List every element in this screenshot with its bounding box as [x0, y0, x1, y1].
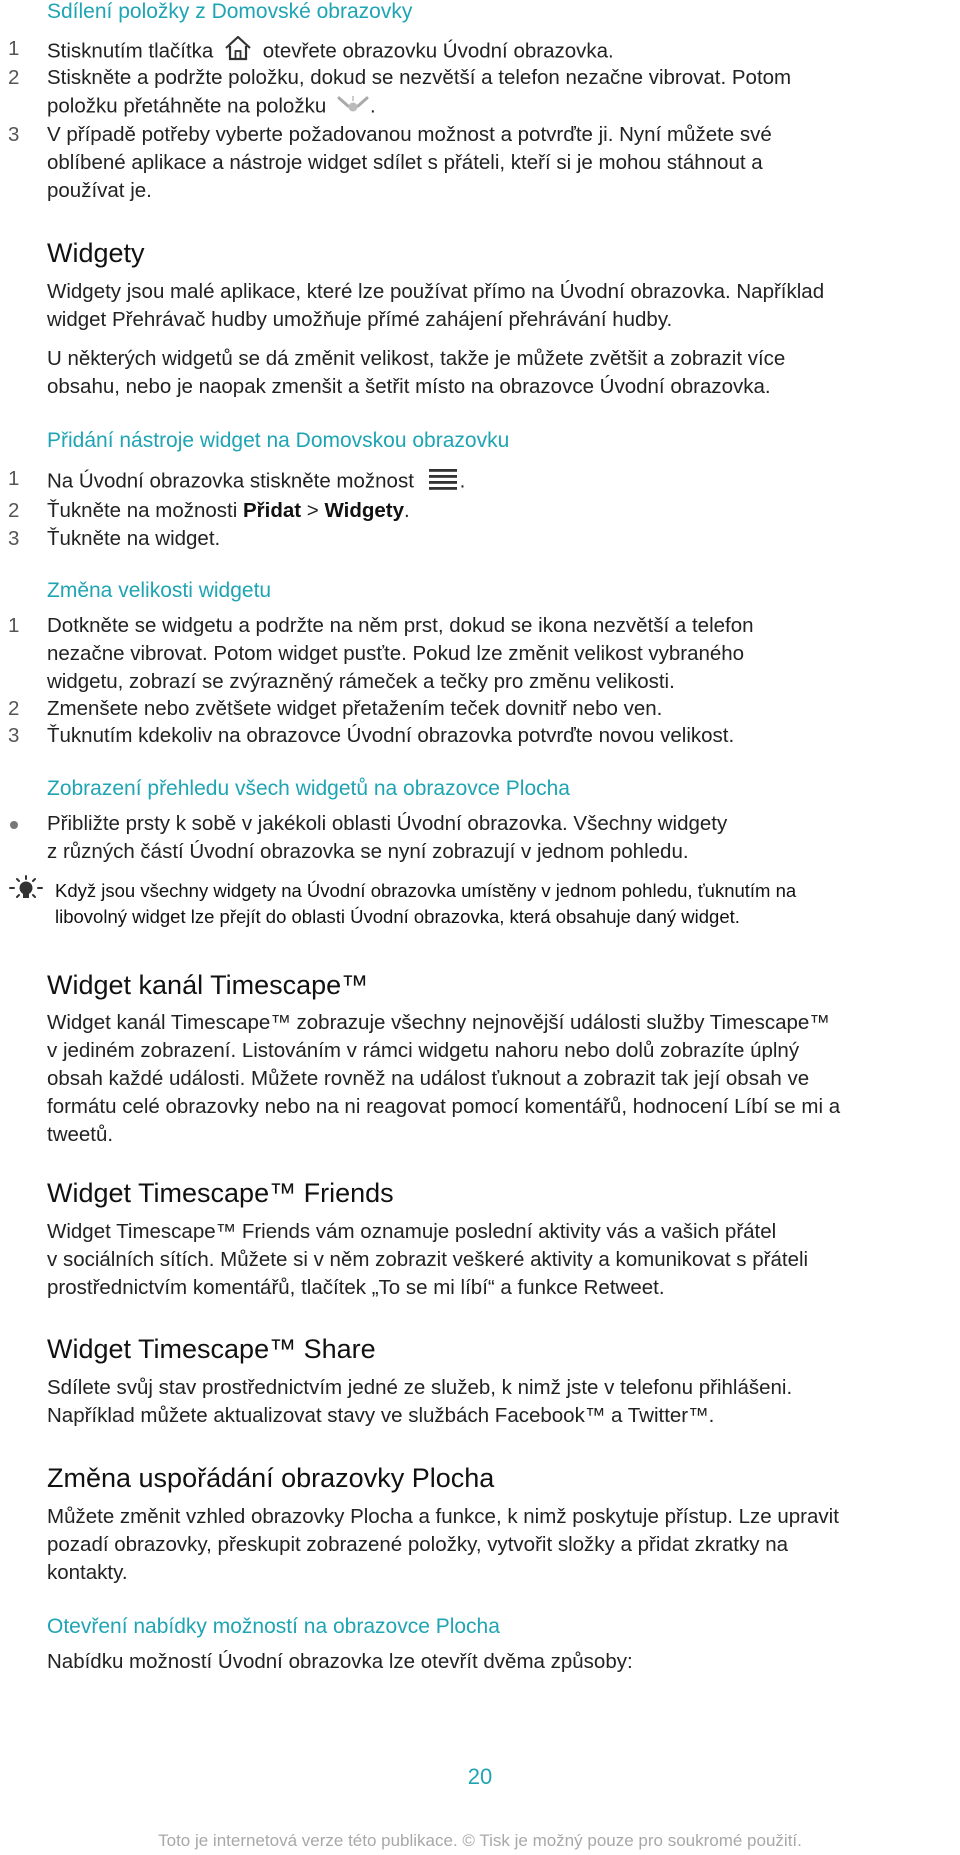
timescape-friends-heading: Widget Timescape™ Friends	[47, 1178, 394, 1208]
text-line: obsah každé události. Můžete rovněž na událost ťuknout a zobrazit tak její obsah ve	[47, 1067, 810, 1090]
widgets-paragraph-1	[47, 278, 952, 334]
step-number: 3	[8, 123, 20, 146]
text-line: libovolný widget lze přejít do oblasti Úvodní obrazovka, která obsahuje daný widget.	[55, 906, 740, 927]
step-text: nezačne vibrovat. Potom widget pusťte. Pokud lze změnit velikost vybraného	[47, 642, 745, 665]
options-menu-heading: Otevření nabídky možností na obrazovce Plocha	[47, 1615, 500, 1638]
text-line: Můžete změnit vzhled obrazovky Plocha a funkce, k nimž poskytuje přístup. Lze upravit	[47, 1505, 839, 1528]
resize-heading: Změna velikosti widgetu	[47, 579, 272, 602]
step-text: položku přetáhněte na položku	[47, 94, 327, 118]
step-text: .	[459, 469, 466, 493]
step-text: Na Úvodní obrazovka stiskněte možnost	[47, 469, 414, 493]
text-line: Například můžete aktualizovat stavy ve službách Facebook™ a Twitter™.	[47, 1404, 715, 1427]
text-line: Widgety jsou malé aplikace, které lze používat přímo na Úvodní obrazovka. Například	[47, 280, 825, 303]
lightbulb-icon	[8, 874, 44, 911]
step-text: Dotkněte se widgetu a podržte na něm prst, dokud se ikona nezvětší a telefon	[47, 614, 754, 637]
text-line: formátu celé obrazovky nebo na ni reagovat pomocí komentářů, hodnocení Líbí se mi a	[47, 1095, 841, 1118]
step-number: 1	[8, 614, 20, 637]
text-line: v sociálních sítích. Můžete si v něm zobrazit veškeré aktivity a komunikovat s přáteli	[47, 1248, 809, 1271]
arrange-heading: Změna uspořádání obrazovky Plocha	[47, 1463, 495, 1493]
page-number: 20	[467, 1764, 493, 1789]
arrange-paragraph	[47, 1503, 952, 1587]
text-line: tweetů.	[47, 1123, 114, 1146]
menu-icon	[426, 465, 460, 499]
step-number: 3	[8, 527, 20, 550]
step-text: Ťukněte na widget.	[47, 527, 221, 550]
bullet-dot	[10, 821, 18, 829]
separator: >	[301, 499, 325, 522]
text-line: kontakty.	[47, 1561, 128, 1584]
tip-text	[55, 878, 955, 930]
text-line: prostřednictvím komentářů, tlačítek „To se mi líbí“ a funkce Retweet.	[47, 1276, 665, 1299]
step-number: 1	[8, 467, 20, 490]
step-text: používat je.	[47, 179, 152, 202]
step-text: .	[369, 94, 376, 118]
step-text: .	[404, 499, 410, 522]
text-line: v jediném zobrazení. Listováním v rámci widgetu nahoru nebo dolů zobrazíte úplný	[47, 1039, 800, 1062]
timescape-share-paragraph	[47, 1374, 952, 1430]
step-text: z různých částí Úvodní obrazovka se nyní zobrazují v jednom pohledu.	[47, 840, 689, 863]
footer-note: Toto je internetová verze této publikace. © Tisk je možný pouze pro soukromé použití.	[158, 1831, 802, 1850]
step-number: 2	[8, 697, 20, 720]
step-number: 3	[8, 724, 20, 747]
timescape-feed-heading: Widget kanál Timescape™	[47, 970, 369, 1000]
options-menu-paragraph	[47, 1648, 952, 1676]
share-icon	[336, 92, 370, 122]
step-text: V případě potřeby vyberte požadovanou možnost a potvrďte ji. Nyní můžete své	[47, 123, 772, 146]
step-number: 2	[8, 499, 20, 522]
overview-heading: Zobrazení přehledu všech widgetů na obrazovce Plocha	[47, 777, 570, 800]
step-number: 2	[8, 66, 20, 89]
text-line: Widget kanál Timescape™ zobrazuje všechny nejnovější události služby Timescape™	[47, 1011, 830, 1034]
share-heading: Sdílení položky z Domovské obrazovky	[47, 0, 413, 23]
widgets-heading: Widgety	[47, 238, 145, 268]
text-line: widget Přehrávač hudby umožňuje přímé zahájení přehrávání hudby.	[47, 308, 673, 331]
text-line: obsahu, nebo je naopak zmenšit a šetřit místo na obrazovce Úvodní obrazovka.	[47, 375, 771, 398]
step-text: oblíbené aplikace a nástroje widget sdílet s přáteli, kteří si je mohou stáhnout a	[47, 151, 763, 174]
timescape-feed-paragraph	[47, 1009, 952, 1149]
step-text: Zmenšete nebo zvětšete widget přetažením teček dovnitř nebo ven.	[47, 697, 663, 720]
text-line: Když jsou všechny widgety na Úvodní obrazovka umístěny v jednom pohledu, ťuknutím na	[55, 880, 797, 901]
timescape-share-heading: Widget Timescape™ Share	[47, 1334, 376, 1364]
text-line: Widget Timescape™ Friends vám oznamuje poslední aktivity vás a vašich přátel	[47, 1220, 777, 1243]
step-text: Stiskněte a podržte položku, dokud se nezvětší a telefon nezačne vibrovat. Potom	[47, 66, 792, 89]
step-text: Ťukněte na možnosti	[47, 499, 243, 522]
timescape-friends-paragraph	[47, 1218, 952, 1302]
text-line: U některých widgetů se dá změnit velikost, takže je můžete zvětšit a zobrazit více	[47, 347, 786, 370]
widgets-paragraph-2	[47, 345, 952, 401]
text-line: pozadí obrazovky, přeskupit zobrazené položky, vytvořit složky a přidat zkratky na	[47, 1533, 788, 1556]
step-text: widgetu, zobrazí se zvýrazněný rámeček a tečky pro změnu velikosti.	[47, 670, 675, 693]
step-number: 1	[8, 37, 20, 60]
text-line: Sdílete svůj stav prostřednictvím jedné ze služeb, k nimž jste v telefonu přihlášeni.	[47, 1376, 793, 1399]
add-widget-heading: Přidání nástroje widget na Domovskou obrazovku	[47, 429, 510, 452]
step-text: Ťuknutím kdekoliv na obrazovce Úvodní obrazovka potvrďte novou velikost.	[47, 724, 735, 747]
text-line: Nabídku možností Úvodní obrazovka lze otevřít dvěma způsoby:	[47, 1650, 633, 1673]
step-text: Přibližte prsty k sobě v jakékoli oblasti Úvodní obrazovka. Všechny widgety	[47, 812, 728, 835]
step-text: Stisknutím tlačítka	[47, 39, 214, 63]
bold-add: Přidat	[243, 499, 302, 522]
bold-widgets: Widgety	[324, 499, 405, 522]
step-text: otevřete obrazovku Úvodní obrazovka.	[262, 39, 614, 63]
